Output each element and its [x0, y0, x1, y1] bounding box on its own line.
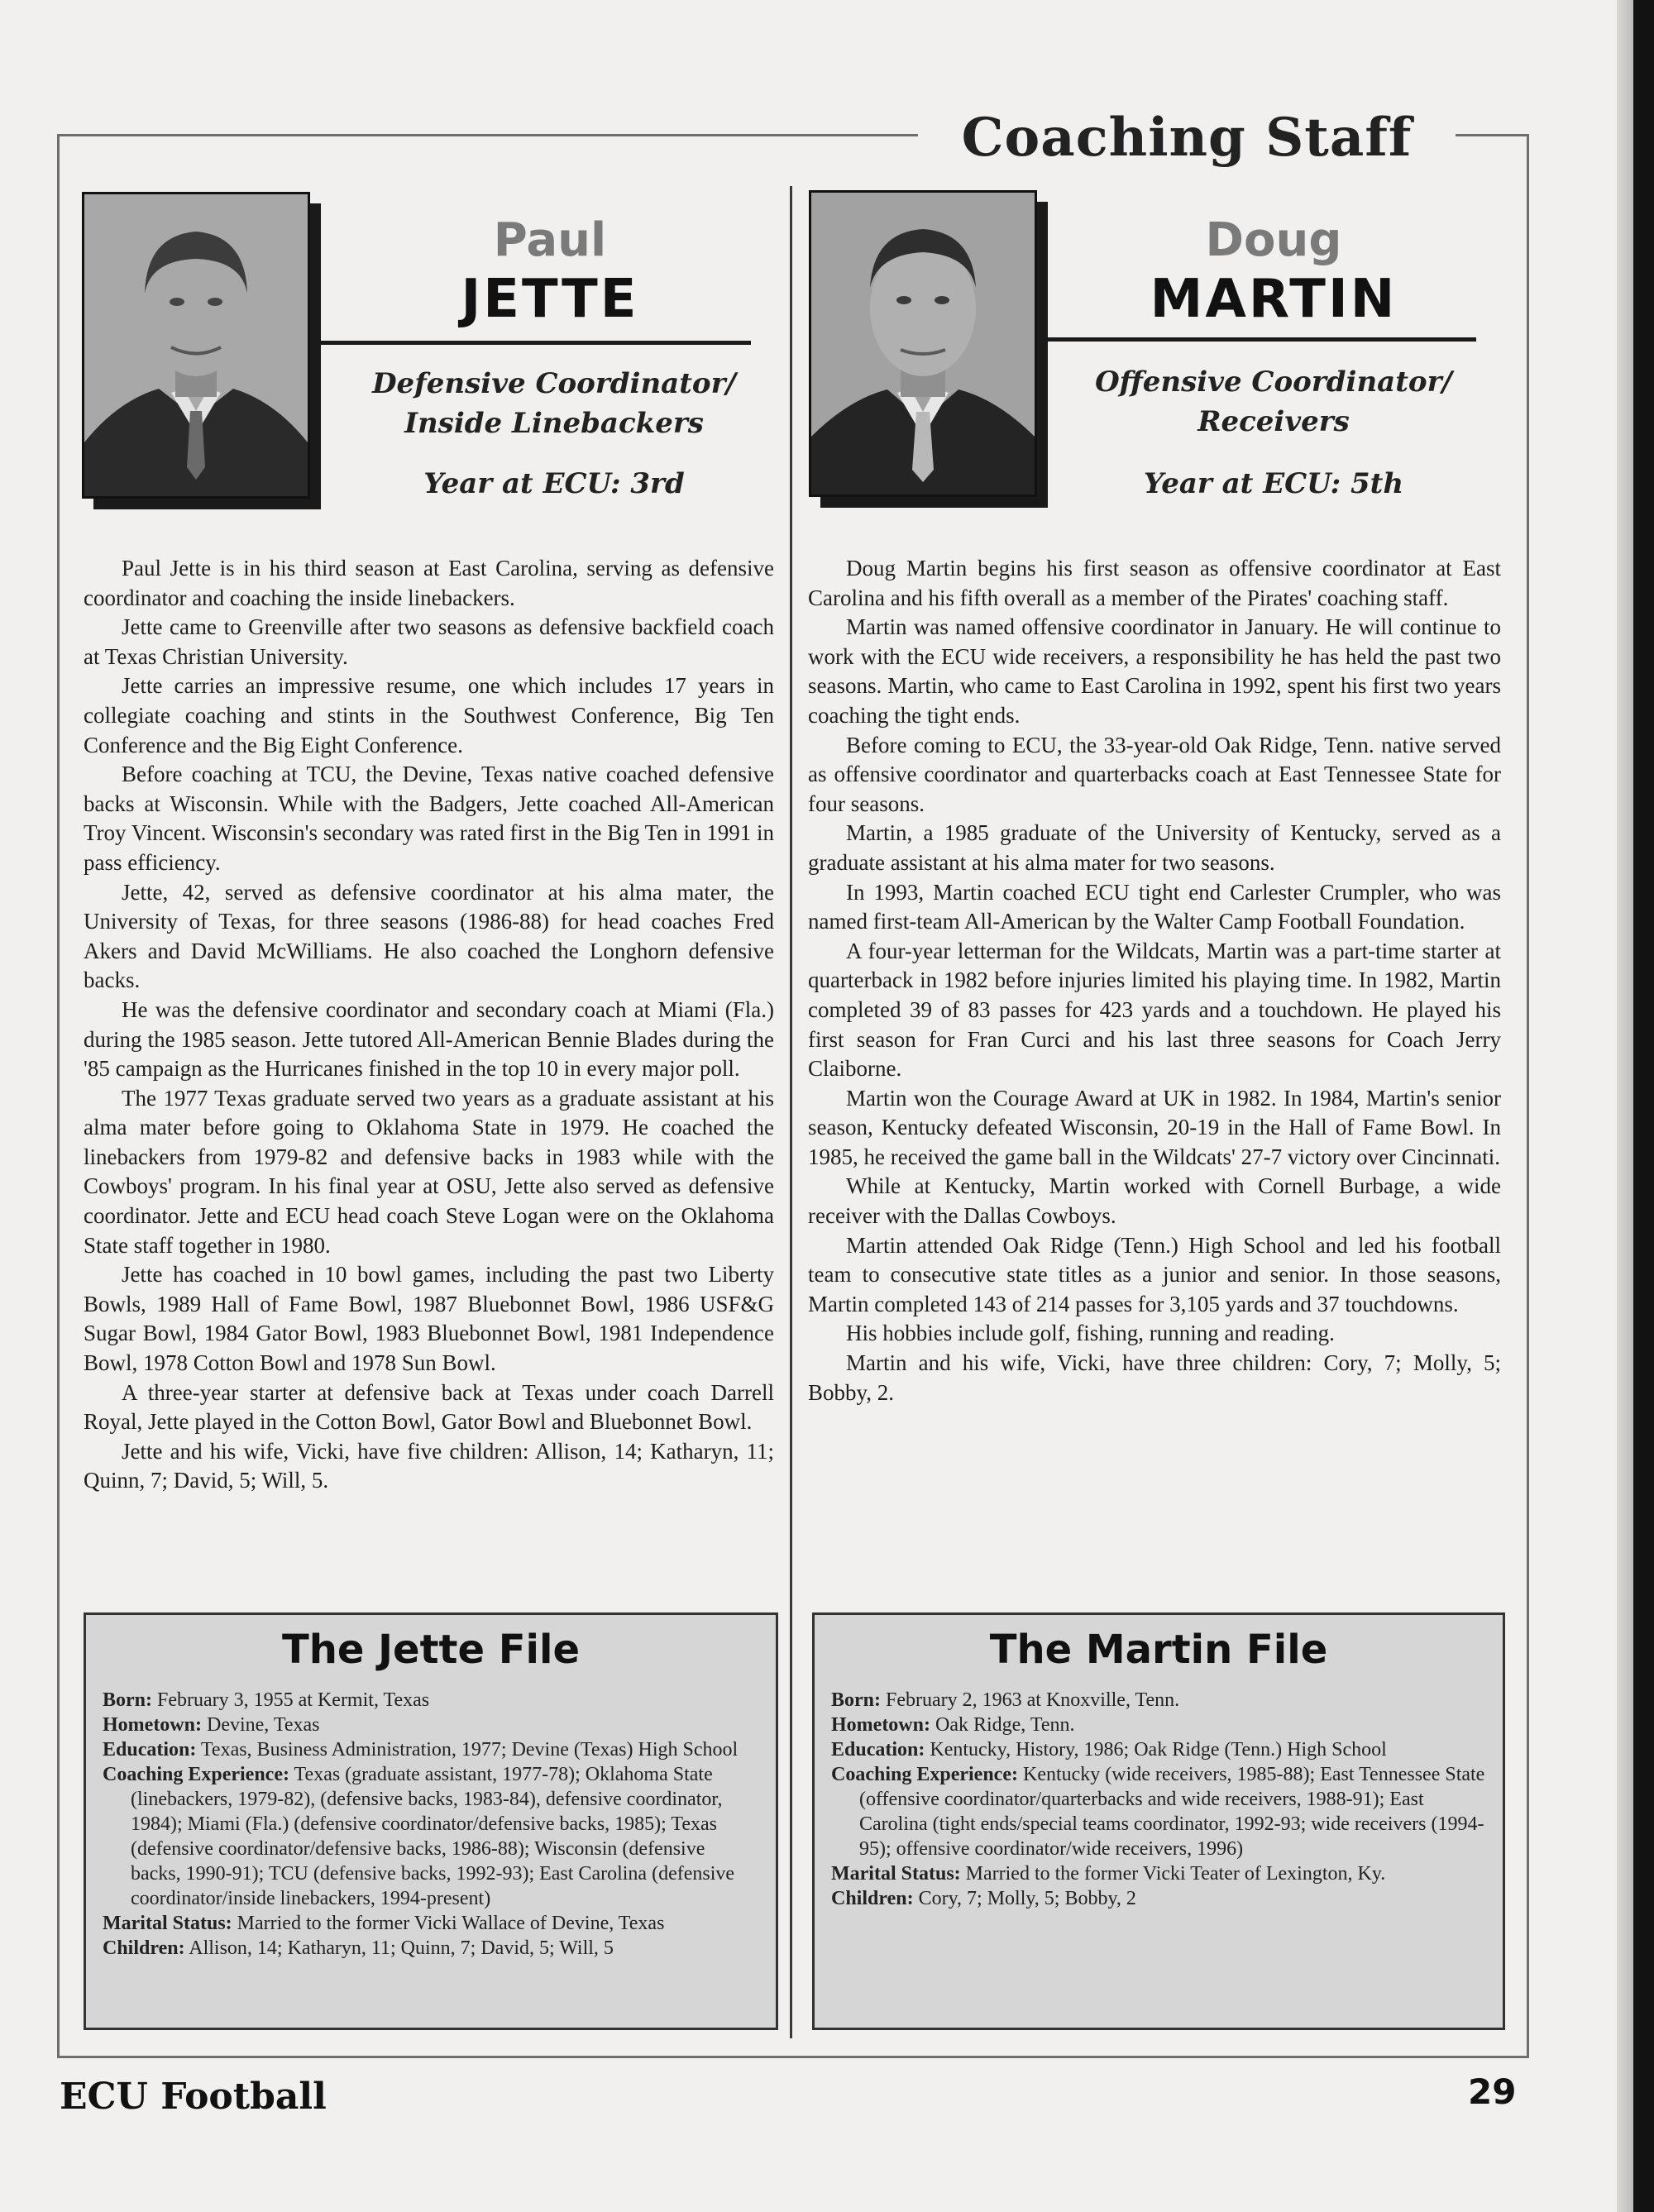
bio-paragraph: Martin and his wife, Vicki, have three children: Cory, 7; Molly, 5; Bobby, 2.: [808, 1350, 1501, 1405]
bio-paragraph: He was the defensive coordinator and secondary coach at Miami (Fla.) during the 1985 season. Jette tutored All-American Bennie Blades during the '85 campaign as the Hurricanes finished in the top 10 in every major poll.: [84, 996, 774, 1082]
page-number: 29: [1468, 2071, 1517, 2112]
jette-role-line1: Defensive Coordinator/: [372, 367, 736, 400]
martin-bio: [808, 554, 1501, 1407]
file-row-value: Devine, Texas: [201, 1714, 320, 1736]
martin-role-line2: Receivers: [1197, 405, 1350, 438]
bio-paragraph: His hobbies include golf, fishing, running and reading.: [846, 1321, 1335, 1346]
bio-paragraph: Martin, a 1985 graduate of the University of Kentucky, served as a graduate assistant at his alma mater for two seasons.: [808, 820, 1501, 875]
column-divider: [790, 186, 792, 2038]
bio-paragraph: Jette carries an impressive resume, one which includes 17 years in collegiate coaching and stints in the Southwest Conference, Big Ten Conference and the Big Eight Conference.: [84, 673, 774, 757]
file-row-label: Born:: [103, 1689, 152, 1711]
file-row: [831, 1886, 1486, 1911]
file-row-label: Marital Status:: [103, 1913, 232, 1934]
jette-file-rows: [103, 1688, 759, 1961]
file-row-label: Hometown:: [103, 1714, 202, 1736]
file-row: [103, 1688, 759, 1713]
file-row: [103, 1762, 759, 1911]
file-row: [831, 1737, 1486, 1762]
bio-paragraph: While at Kentucky, Martin worked with Cornell Burbage, a wide receiver with the Dallas Cowboys.: [808, 1173, 1501, 1229]
martin-photo: [809, 190, 1037, 497]
jette-name-rule: [321, 341, 751, 345]
file-row-value: Texas, Business Administration, 1977; Devine (Texas) High School: [196, 1739, 739, 1761]
martin-file-title: The Martin File: [989, 1627, 1328, 1673]
file-row: [103, 1911, 759, 1936]
jette-year: Year at ECU: 3rd: [423, 467, 685, 500]
footer-publication: ECU Football: [60, 2076, 327, 2118]
bio-paragraph: Doug Martin begins his first season as offensive coordinator at East Carolina and his fifth overall as a member of the Pirates' coaching staff.: [808, 556, 1501, 610]
bio-paragraph: Paul Jette is in his third season at East Carolina, serving as defensive coordinator and coaching the inside linebackers.: [84, 556, 774, 610]
file-row-value: Allison, 14; Katharyn, 11; Quinn, 7; David, 5; Will, 5: [184, 1937, 614, 1959]
bio-paragraph: The 1977 Texas graduate served two years as a graduate assistant at his alma mater before going to Oklahoma State in 1979. He coached the linebackers from 1979-82 and defensive backs in 1983 while with the Cowboys' program. In his final year at OSU, Jette also served as defensive coordinator. Jette and ECU head coach Steve Logan were on the Oklahoma State staff together in 1980.: [84, 1085, 774, 1258]
file-row-value: Married to the former Vicki Teater of Lexington, Ky.: [960, 1863, 1386, 1885]
jette-role-line2: Inside Linebackers: [404, 407, 704, 440]
file-row: [103, 1737, 759, 1762]
file-row-value: Cory, 7; Molly, 5; Bobby, 2: [913, 1888, 1136, 1909]
bio-paragraph: Jette and his wife, Vicki, have five children: Allison, 14; Katharyn, 11; Quinn, 7; David, 5; Will, 5.: [84, 1438, 774, 1493]
martin-file-rows: [831, 1688, 1486, 1911]
jette-file-box: [84, 1612, 778, 2030]
martin-first-name: Doug: [1205, 213, 1342, 267]
bio-paragraph: Before coaching at TCU, the Devine, Texas native coached defensive backs at Wisconsin. While with the Badgers, Jette coached All-American Troy Vincent. Wisconsin's secondary was rated first in the Big Ten in 1991 in pass efficiency.: [84, 762, 774, 875]
bio-paragraph: Before coming to ECU, the 33-year-old Oak Ridge, Tenn. native served as offensive coordinator and quarterbacks coach at East Tennessee State for four seasons.: [808, 732, 1501, 816]
file-row-value: Kentucky, History, 1986; Oak Ridge (Tenn.) High School: [925, 1739, 1387, 1761]
file-row-label: Children:: [103, 1937, 185, 1959]
file-row: [831, 1762, 1486, 1861]
file-row-value: February 2, 1963 at Knoxville, Tenn.: [881, 1689, 1180, 1711]
jette-first-name: Paul: [493, 213, 607, 267]
file-row-label: Education:: [103, 1739, 197, 1761]
martin-name-rule: [1046, 337, 1476, 342]
jette-last-name: JETTE: [461, 269, 639, 330]
bio-paragraph: Martin won the Courage Award at UK in 1982. In 1984, Martin's senior season, Kentucky defeated Wisconsin, 20-19 in the Hall of Fame Bowl. In 1985, he received the game ball in the Wildcats' 27-7 victory over Cincinnati.: [808, 1085, 1501, 1169]
file-row-value: February 3, 1955 at Kermit, Texas: [152, 1689, 430, 1711]
jette-photo: [82, 192, 310, 499]
bio-paragraph: Jette has coached in 10 bowl games, including the past two Liberty Bowls, 1989 Hall of Fame Bowl, 1987 Bluebonnet Bowl, 1986 USF&G Sugar Bowl, 1984 Gator Bowl, 1983 Bluebonnet Bowl, 1981 Independence Bowl, 1978 Cotton Bowl and 1978 Sun Bowl.: [84, 1262, 774, 1376]
martin-role: [1075, 362, 1472, 442]
file-row-label: Born:: [831, 1689, 881, 1711]
martin-file-box: [812, 1612, 1505, 2030]
file-row-value: Oak Ridge, Tenn.: [930, 1714, 1075, 1736]
page-title: Coaching Staff: [918, 101, 1456, 175]
file-row-value: Married to the former Vicki Wallace of Devine, Texas: [232, 1913, 665, 1934]
bio-paragraph: Jette came to Greenville after two seasons as defensive backfield coach at Texas Christian University.: [84, 614, 774, 669]
file-row: [831, 1688, 1486, 1713]
file-row: [103, 1936, 759, 1961]
file-row-label: Coaching Experience:: [831, 1764, 1018, 1785]
file-row-label: Education:: [831, 1739, 925, 1761]
jette-file-title: The Jette File: [282, 1627, 580, 1673]
file-row: [103, 1713, 759, 1737]
jette-photo-frame: [82, 192, 309, 498]
file-row: [831, 1861, 1486, 1886]
file-row: [831, 1713, 1486, 1737]
file-row-value: Texas (graduate assistant, 1977-78); Oklahoma State (linebackers, 1979-82), (defensive backs, 1983-84), defensive coordinator, 1984); Miami (Fla.) (defensive coordinator/defensive backs, 1985); Texas (defensive coordinator/defensive backs, 1986-88); Wisconsin (defensive backs, 1990-91); TCU (defensive backs, 1992-93); East Carolina (defensive coordinator/inside linebackers, 1994-present): [131, 1764, 735, 1909]
file-row-label: Children:: [831, 1888, 914, 1909]
file-row-value: Kentucky (wide receivers, 1985-88); East Tennessee State (offensive coordinator/quarterbacks and wide receivers, 1988-91); East Carolina (tight ends/special teams coordinator, 1992-93; wide receivers (1994-95); offensive coordinator/wide receivers, 1996): [859, 1764, 1485, 1860]
martin-year: Year at ECU: 5th: [1143, 467, 1404, 500]
jette-bio: [84, 554, 774, 1496]
jette-role: [356, 364, 753, 443]
bio-paragraph: Martin was named offensive coordinator in January. He will continue to work with the ECU wide receivers, a responsibility he has held the past two seasons. Martin, who came to East Carolina in 1992, spent his first two years coaching the tight ends.: [808, 614, 1501, 728]
martin-role-line1: Offensive Coordinator/: [1095, 365, 1452, 399]
bio-paragraph: In 1993, Martin coached ECU tight end Carlester Crumpler, who was named first-team All-American by the Walter Camp Football Foundation.: [808, 879, 1501, 934]
file-row-label: Coaching Experience:: [103, 1764, 289, 1785]
martin-last-name: MARTIN: [1150, 269, 1398, 330]
page-spine-shadow: [1617, 0, 1633, 2212]
bio-paragraph: A three-year starter at defensive back at Texas under coach Darrell Royal, Jette played in the Cotton Bowl, Gator Bowl and Bluebonnet Bowl.: [84, 1379, 774, 1435]
file-row-label: Marital Status:: [831, 1863, 961, 1885]
file-row-label: Hometown:: [831, 1714, 930, 1736]
martin-photo-frame: [809, 190, 1036, 496]
bio-paragraph: Jette, 42, served as defensive coordinator at his alma mater, the University of Texas, for three seasons (1986-88) for head coaches Fred Akers and David McWilliams. He also coached the Longhorn defensive backs.: [84, 879, 774, 993]
bio-paragraph: A four-year letterman for the Wildcats, Martin was a part-time starter at quarterback in 1982 before injuries limited his playing time. In 1982, Martin completed 39 of 83 passes for 423 yards and a touchdown. He played his first season for Fran Curci and his last three seasons for Coach Jerry Claiborne.: [808, 938, 1501, 1082]
bio-paragraph: Martin attended Oak Ridge (Tenn.) High School and led his football team to consecutive state titles as a junior and senior. In those seasons, Martin completed 143 of 214 passes for 3,105 yards and 37 touchdowns.: [808, 1232, 1501, 1316]
